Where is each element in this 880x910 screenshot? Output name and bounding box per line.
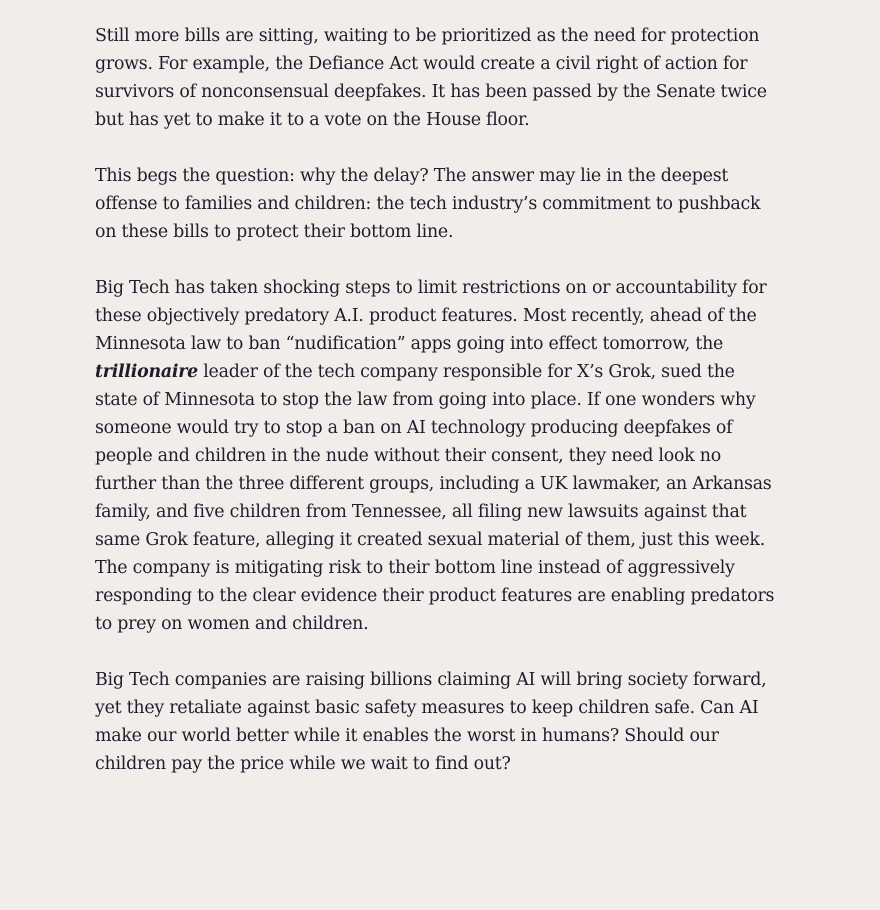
paragraph-text-after: leader of the tech company responsible for X’s Grok, sued the state of Minnesota to stop the law from going into place. If one wonders why someone would try to stop a ban on AI technology producing deepfakes of people and children in the nude without their consent, they need look no further than the three different groups, including a UK lawmaker, an Arkansas family, and five children from Tennessee, all filing new lawsuits against that same Grok feature, alleging it created sexual material of them, just this week. The company is mitigating risk to their bottom line instead of aggressively responding to the clear evidence their product features are enabling predators to prey on women and children. (95, 362, 775, 634)
paragraph-closing-questions: Big Tech companies are raising billions claiming AI will bring society forward, yet they retaliate against basic safety measures to keep children safe. Can AI make our world better while it enables the worst in humans? Should our children pay the price while we wait to find out? (95, 670, 767, 774)
article-body (95, 22, 775, 806)
paragraph-defiance-act: Still more bills are sitting, waiting to be prioritized as the need for protection grows. For example, the Defiance Act would create a civil right of action for survivors of nonconsensual deepfakes. It has been passed by the Senate twice but has yet to make it to a vote on the House floor. (95, 26, 767, 130)
emphasized-word: trillionaire (95, 362, 198, 382)
paragraph-big-tech-steps (95, 274, 775, 638)
paragraph-delay-question: This begs the question: why the delay? The answer may lie in the deepest offense to families and children: the tech industry’s commitment to pushback on these bills to protect their bottom line. (95, 166, 761, 242)
paragraph-text-before: Big Tech has taken shocking steps to limit restrictions on or accountability for these objectively predatory A.I. product features. Most recently, ahead of the Minnesota law to ban “nudification” apps going into effect tomorrow, the (95, 278, 767, 354)
